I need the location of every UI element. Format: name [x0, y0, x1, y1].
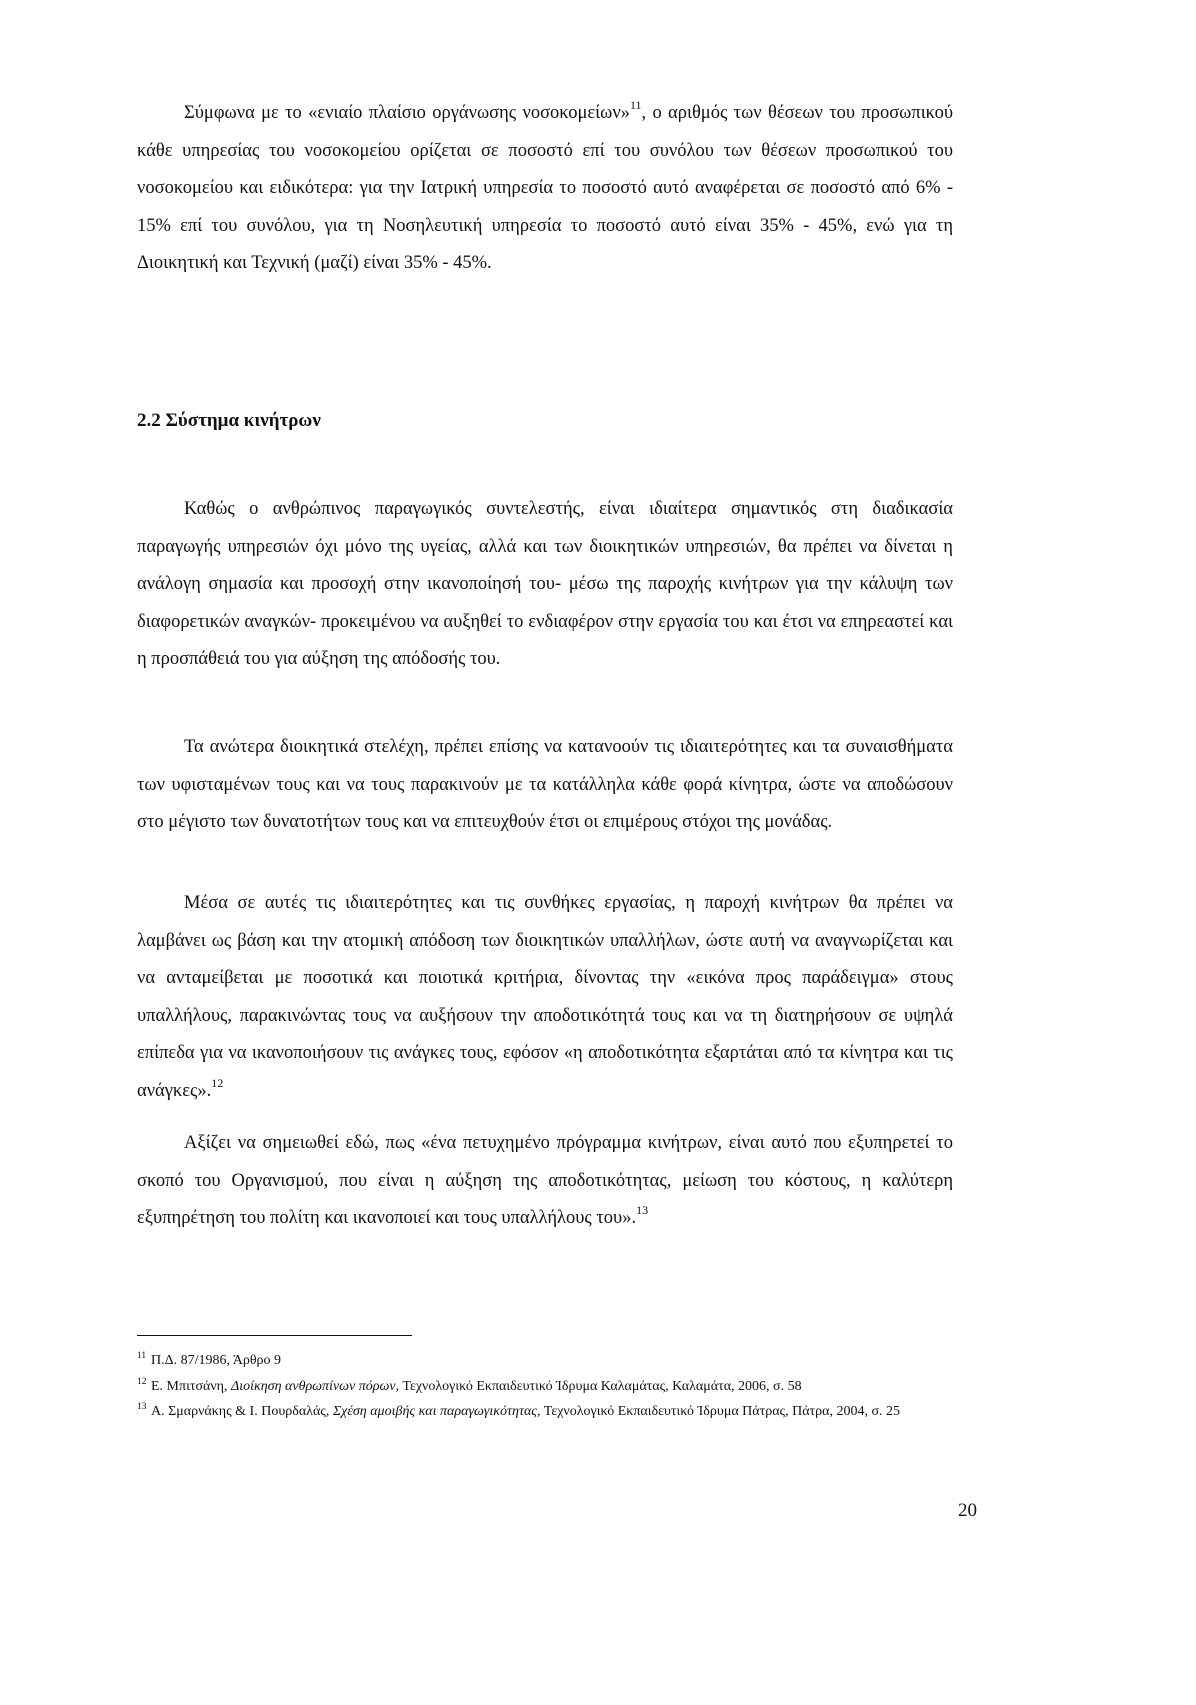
- footnote-author: Ε. Μπιτσάνη,: [151, 1378, 231, 1394]
- paragraph-text: Αξίζει να σημειωθεί εδώ, πως «ένα πετυχημένο πρόγραμμα κινήτρων, είναι αυτό που εξυπηρετεί το σκοπό του Οργανισμού, που είναι η αύξηση της αποδοτικότητας, μείωση του κόστους, η καλύτερη εξυπηρέτηση του πολίτη και ικανοποιεί και τους υπαλλήλους του».: [137, 1133, 953, 1228]
- paragraph-management: Τα ανώτερα διοικητικά στελέχη, πρέπει επίσης να κατανοούν τις ιδιαιτερότητες και τα συναισθήματα των υφισταμένων τους και να τους παρακινούν με τα κατάλληλα κάθε φορά κίνητρα, ώστε να αποδώσουν στο μέγιστο των δυνατοτήτων τους και να επιτευχθούν έτσι οι επιμέρους στόχοι της μονάδας.: [137, 737, 953, 832]
- page-number: 20: [958, 1500, 977, 1521]
- footnote-separator: [137, 1335, 412, 1336]
- footnote-mark: 11: [137, 1351, 147, 1361]
- section-heading: 2.2 Σύστημα κινήτρων: [137, 410, 321, 431]
- footnote-mark: 13: [137, 1402, 147, 1412]
- footnote-text: Π.Δ. 87/1986, Άρθρο 9: [151, 1353, 282, 1368]
- footnote-item: [137, 1397, 967, 1423]
- paragraph-text: Μέσα σε αυτές τις ιδιαιτερότητες και τις συνθήκες εργασίας, η παροχή κινήτρων θα πρέπει να λαμβάνει ως βάση και την ατομική απόδοση των διοικητικών υπαλλήλων, ώστε αυτή να αναγνωρίζεται και να ανταμείβεται με ποσοτικά και ποιοτικά κριτήρια, δίνοντας την «εικόνα προς παράδειγμα» στους υπαλλήλους, παρακινώντας τους να αυξήσουν την αποδοτικότητά τους και να τη διατηρήσουν σε υψηλά επίπεδα για να ικανοποιήσουν τις ανάγκες τους, εφόσον «η αποδοτικότητα εξαρτάται από τα κίνητρα και τις ανάγκες».: [137, 893, 953, 1101]
- footnote-publication: , Τεχνολογικό Εκπαιδευτικό Ίδρυμα Καλαμάτας, Καλαμάτα, 2006, σ. 58: [395, 1378, 802, 1394]
- footnotes-list: [137, 1346, 967, 1423]
- footnote-author: Α. Σμαρνάκης & Ι. Πουρδαλάς,: [151, 1404, 333, 1419]
- footnote-reference-13: 13: [636, 1203, 649, 1217]
- paragraph-incentive-program: [137, 1125, 953, 1238]
- footnote-item: [137, 1346, 967, 1372]
- paragraph-staffing-framework: [137, 95, 953, 283]
- footnote-item: [137, 1372, 967, 1398]
- footnote-mark: 12: [137, 1376, 147, 1387]
- paragraph-performance: [137, 885, 953, 1110]
- footnote-reference-12: 12: [211, 1075, 224, 1090]
- paragraph-text: , ο αριθμός των θέσεων του προσωπικού κάθε υπηρεσίας του νοσοκομείου ορίζεται σε ποσοστό επί του συνόλου των θέσεων προσωπικού του νοσοκομείου και ειδικότερα: για την Ιατρική υπηρεσία το ποσοστό αυτό αναφέρεται σε ποσοστό από 6% - 15% επί του συνόλου, για τη Νοσηλευτική υπηρεσία το ποσοστό αυτό είναι 35% - 45%, ενώ για τη Διοικητική και Τεχνική (μαζί) είναι 35% - 45%.: [137, 103, 953, 273]
- footnote-title: Σχέση αμοιβής και παραγωγικότητας: [332, 1404, 537, 1419]
- paragraph-human-factor: Καθώς ο ανθρώπινος παραγωγικός συντελεστής, είναι ιδιαίτερα σημαντικός στη διαδικασία παραγωγής υπηρεσιών όχι μόνο της υγείας, αλλά και των διοικητικών υπηρεσιών, θα πρέπει να δίνεται η ανάλογη σημασία και προσοχή στην ικανοποίησή του- μέσω της παροχής κινήτρων για την κάλυψη των διαφορετικών αναγκών- προκειμένου να αυξηθεί το ενδιαφέρον στην εργασία του και έτσι να επηρεαστεί και η προσπάθειά του για αύξηση της απόδοσής του.: [137, 499, 953, 669]
- footnote-reference-11: 11: [629, 98, 642, 112]
- footnote-title: Διοίκηση ανθρωπίνων πόρων: [231, 1378, 396, 1394]
- paragraph-text: Σύμφωνα με το «ενιαίο πλαίσιο οργάνωσης νοσοκομείων»: [184, 103, 630, 123]
- footnote-publication: , Τεχνολογικό Εκπαιδευτικό Ίδρυμα Πάτρας, Πάτρα, 2004, σ. 25: [536, 1404, 901, 1419]
